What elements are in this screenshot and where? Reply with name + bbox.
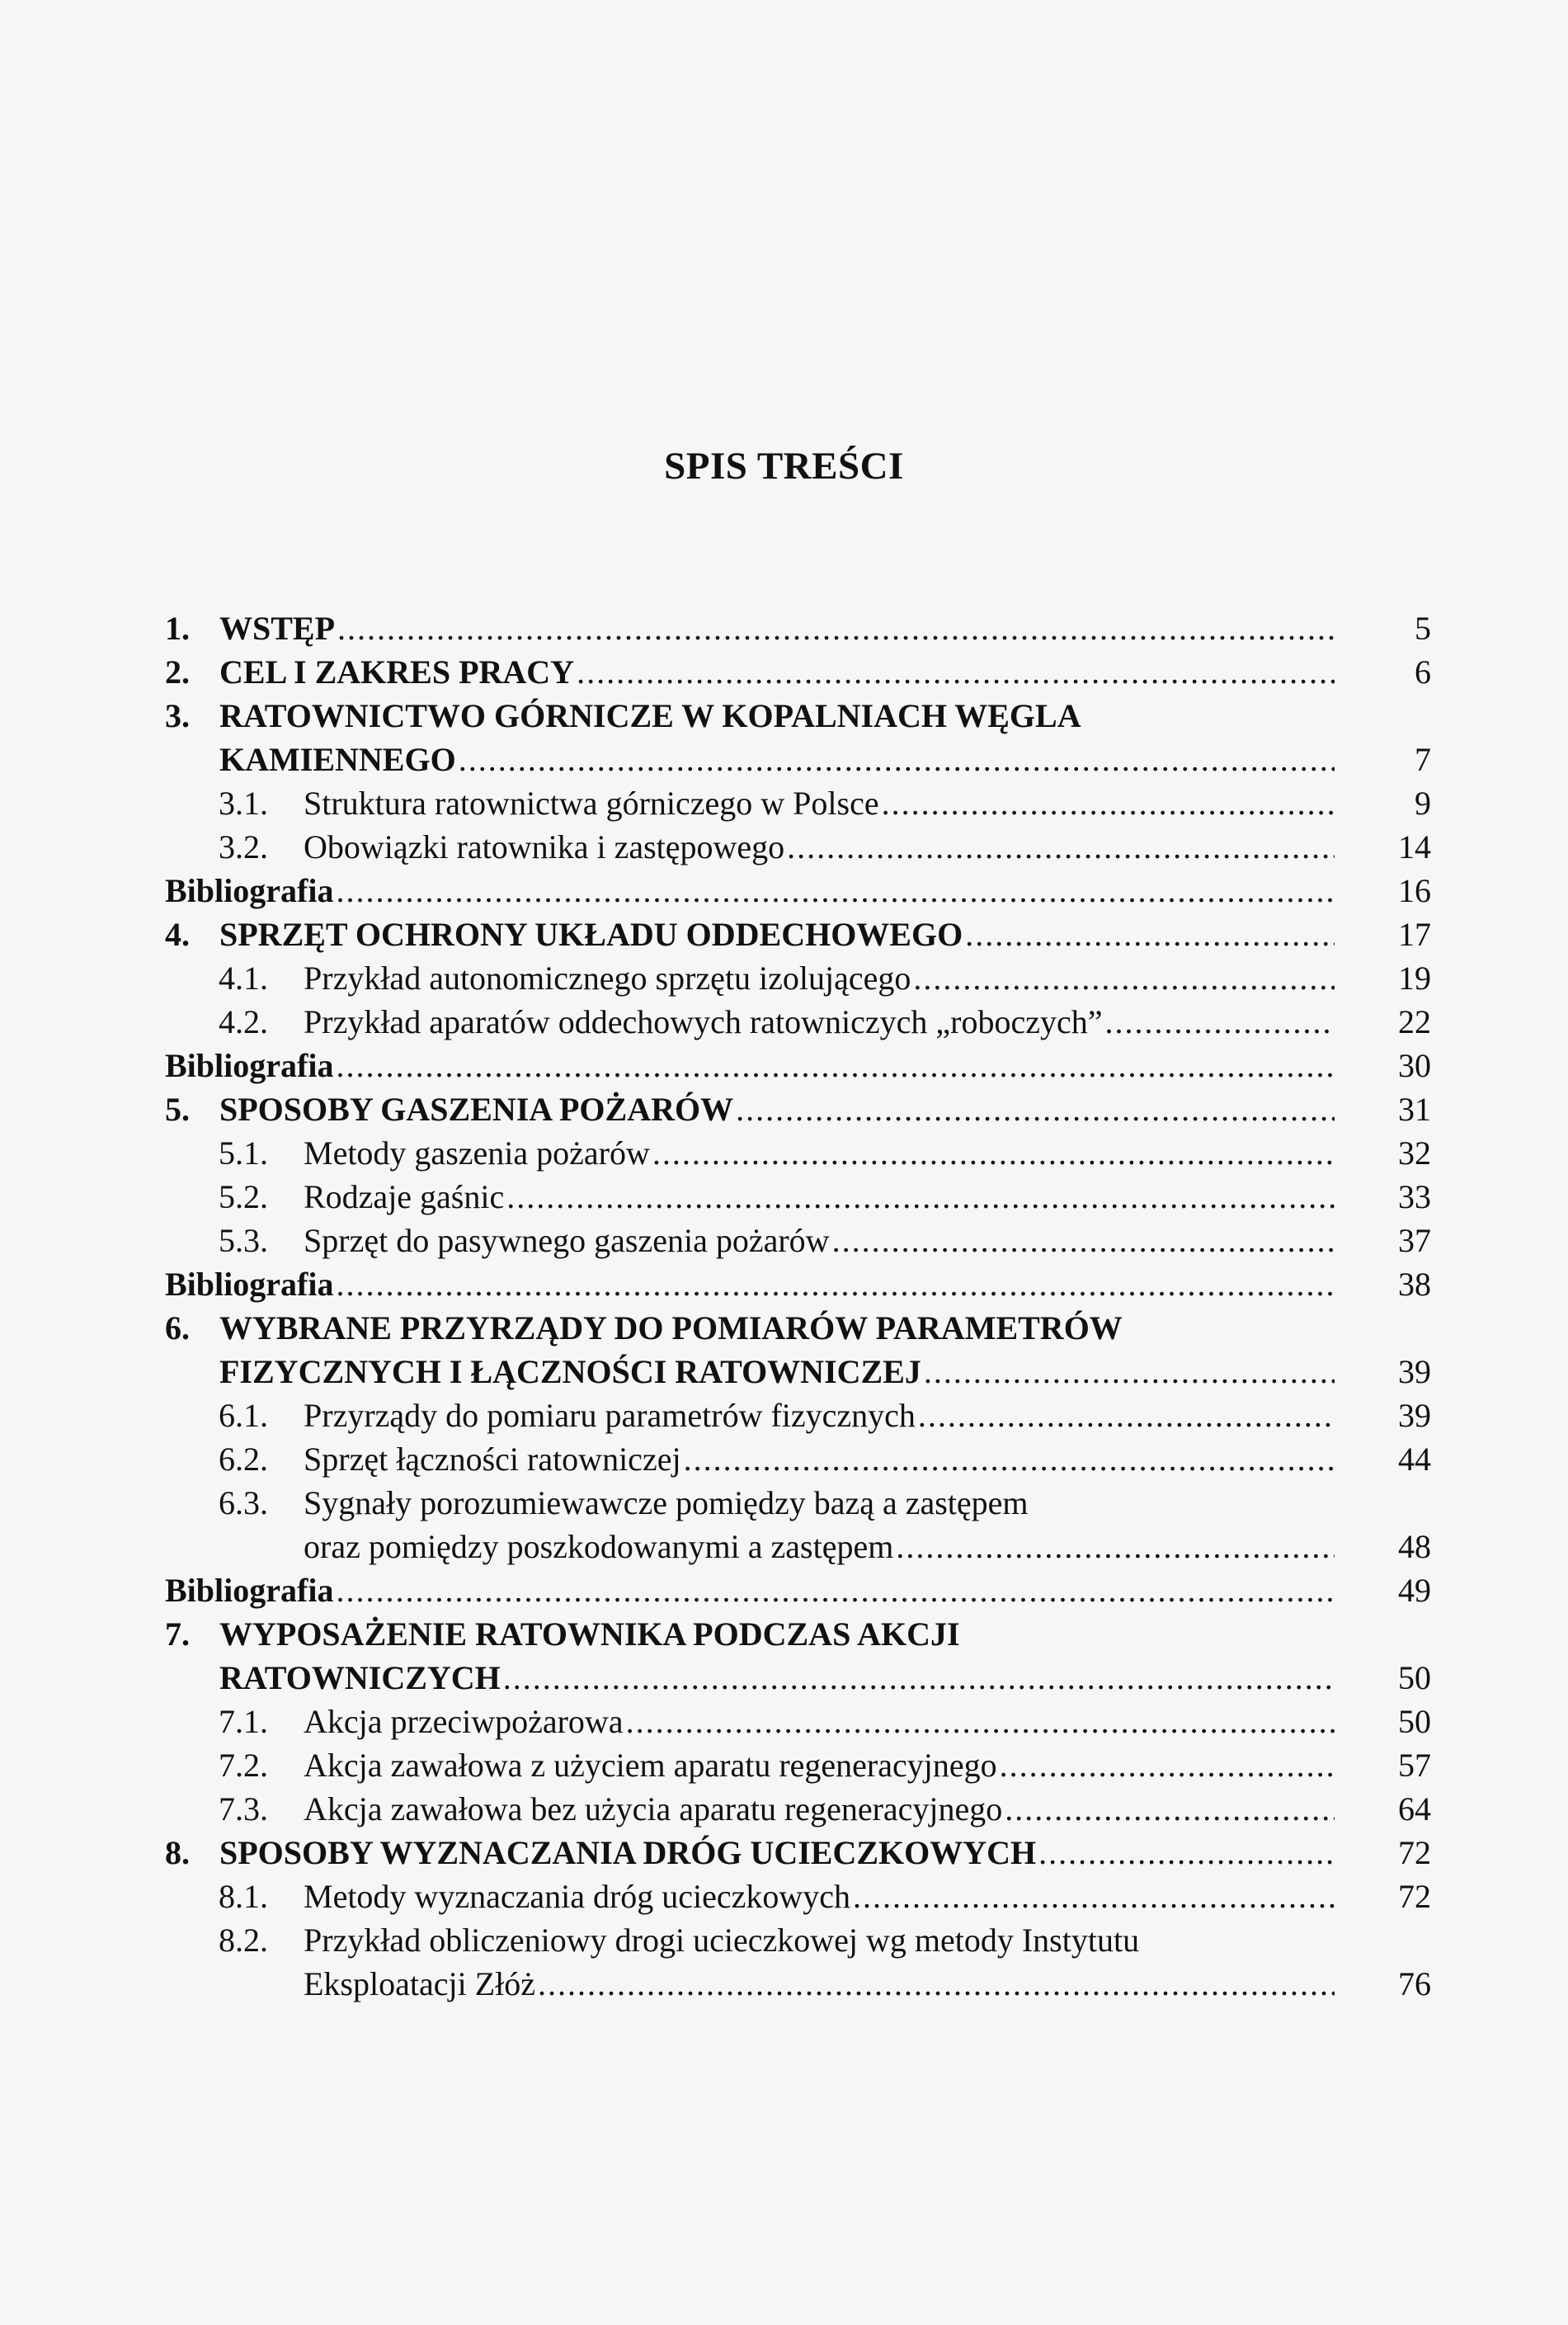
toc-entry <box>165 1131 1431 1175</box>
toc-entry-title: KAMIENNEGO <box>219 741 456 778</box>
toc-entry-title: WYBRANE PRZYRZĄDY DO POMIARÓW PARAMETRÓW <box>219 1309 1123 1346</box>
leader-dots <box>1000 1743 1335 1787</box>
toc-entry-title: Rodzaje gaśnic <box>304 1178 505 1215</box>
toc-entry-number: 3.1. <box>219 785 268 822</box>
toc-entry-title: Sprzęt do pasywnego gaszenia pożarów <box>304 1222 830 1259</box>
toc-entry <box>165 694 1431 781</box>
toc-entry-page-number: 64 <box>1398 1790 1431 1827</box>
leader-dots <box>506 1175 1335 1219</box>
leader-dots <box>913 956 1335 1000</box>
toc-entry-title: Przyrządy do pomiaru parametrów fizycznych <box>304 1397 916 1434</box>
page-title: SPIS TREŚCI <box>664 445 904 488</box>
leader-dots <box>787 825 1335 869</box>
toc-entry-page-number: 39 <box>1398 1353 1431 1390</box>
toc-entry-page-number: 5 <box>1415 610 1431 647</box>
toc-entry-number: 6.3. <box>219 1484 268 1521</box>
toc-entry <box>165 1700 1431 1743</box>
toc-entry-number: 5. <box>165 1091 190 1128</box>
toc-entry-title: Struktura ratownictwa górniczego w Polsce <box>304 785 879 822</box>
leader-dots <box>336 1262 1335 1306</box>
toc-entry-number: 8. <box>165 1834 190 1871</box>
toc-entry-number: 4. <box>165 916 190 953</box>
toc-entry-number: 6.1. <box>219 1397 268 1434</box>
toc-entry-number: 4.2. <box>219 1003 268 1040</box>
toc-entry-page-number: 44 <box>1398 1441 1431 1478</box>
toc-entry-number: 6.2. <box>219 1441 268 1478</box>
leader-dots <box>626 1700 1335 1743</box>
toc-entry-title: Przykład aparatów oddechowych ratowniczych „roboczych” <box>304 1003 1103 1040</box>
toc-entry-number: 8.2. <box>219 1922 268 1959</box>
toc-entry <box>165 1918 1431 2006</box>
toc-entry-title: oraz pomiędzy poszkodowanymi a zastępem <box>304 1528 894 1565</box>
toc-entry <box>165 1044 1431 1087</box>
toc-entry-title: Akcja przeciwpożarowa <box>304 1703 624 1740</box>
toc-entry-page-number: 39 <box>1398 1397 1431 1434</box>
toc-entry <box>165 1000 1431 1044</box>
toc-entry <box>165 869 1431 913</box>
leader-dots <box>337 606 1335 650</box>
toc-entry <box>165 1743 1431 1787</box>
leader-dots <box>336 1044 1335 1087</box>
toc-entry <box>165 1831 1431 1875</box>
toc-entry <box>165 1306 1431 1394</box>
toc-entry <box>165 1262 1431 1306</box>
leader-dots <box>918 1394 1335 1437</box>
toc-entry <box>165 1394 1431 1437</box>
toc-entry-page-number: 37 <box>1398 1222 1431 1259</box>
toc-entry-number: 2. <box>165 653 190 691</box>
toc-entry-page-number: 9 <box>1415 785 1431 822</box>
toc-entry-title: Eksploatacji Złóż <box>304 1965 536 2002</box>
toc-entry <box>165 1087 1431 1131</box>
toc-entry-number: 3. <box>165 697 190 734</box>
toc-entry <box>165 1568 1431 1612</box>
toc-entry <box>165 606 1431 650</box>
toc-entry <box>165 1481 1431 1568</box>
toc-entry <box>165 1219 1431 1262</box>
toc-entry-title: Obowiązki ratownika i zastępowego <box>304 828 785 865</box>
leader-dots <box>853 1875 1335 1918</box>
toc-entry <box>165 956 1431 1000</box>
toc-entry-page-number: 33 <box>1398 1178 1431 1215</box>
leader-dots <box>896 1525 1335 1568</box>
toc-entry-page-number: 57 <box>1398 1747 1431 1784</box>
toc-entry <box>165 650 1431 694</box>
leader-dots <box>538 1962 1335 2006</box>
toc-entry <box>165 825 1431 869</box>
toc-entry-title: Bibliografia <box>165 1572 334 1609</box>
toc-entry <box>165 781 1431 825</box>
toc-entry-page-number: 72 <box>1398 1834 1431 1871</box>
leader-dots <box>965 913 1335 956</box>
toc-entry-title: Bibliografia <box>165 1047 334 1084</box>
toc-entry-number: 7.2. <box>219 1747 268 1784</box>
leader-dots <box>1104 1000 1335 1044</box>
toc-entry-page-number: 72 <box>1398 1878 1431 1915</box>
toc-entry-page-number: 76 <box>1398 1965 1431 2002</box>
toc-entry <box>165 1787 1431 1831</box>
toc-entry-title: Przykład autonomicznego sprzętu izolującego <box>304 960 911 997</box>
toc-entry-title: Metody gaszenia pożarów <box>304 1134 650 1172</box>
toc-entry-title: WSTĘP <box>219 610 336 647</box>
toc-entry-title: Akcja zawałowa bez użycia aparatu regeneracyjnego <box>304 1790 1003 1827</box>
toc-entry-page-number: 48 <box>1398 1528 1431 1565</box>
toc-entry <box>165 1175 1431 1219</box>
toc-entry-title: Bibliografia <box>165 872 334 909</box>
toc-entry-page-number: 49 <box>1398 1572 1431 1609</box>
toc-entry-number: 3.2. <box>219 828 268 865</box>
leader-dots <box>652 1131 1335 1175</box>
leader-dots <box>577 650 1335 694</box>
toc-entry-number: 6. <box>165 1309 190 1346</box>
leader-dots <box>684 1437 1335 1481</box>
toc-entry-number: 7.1. <box>219 1703 268 1740</box>
toc-entry <box>165 1437 1431 1481</box>
toc-entry-page-number: 30 <box>1398 1047 1431 1084</box>
table-of-contents <box>165 606 1431 2006</box>
toc-entry-title: SPOSOBY GASZENIA POŻARÓW <box>219 1091 734 1128</box>
leader-dots <box>736 1087 1335 1131</box>
leader-dots <box>832 1219 1335 1262</box>
toc-entry-page-number: 31 <box>1398 1091 1431 1128</box>
leader-dots <box>1038 1831 1335 1875</box>
toc-entry <box>165 913 1431 956</box>
toc-entry-title: SPRZĘT OCHRONY UKŁADU ODDECHOWEGO <box>219 916 963 953</box>
toc-entry-title: Akcja zawałowa z użyciem aparatu regeneracyjnego <box>304 1747 997 1784</box>
toc-entry-number: 1. <box>165 610 190 647</box>
toc-entry-page-number: 38 <box>1398 1266 1431 1303</box>
toc-entry-title: RATOWNICZYCH <box>219 1659 501 1696</box>
toc-entry-title: WYPOSAŻENIE RATOWNIKA PODCZAS AKCJI <box>219 1615 960 1653</box>
toc-entry-number: 5.1. <box>219 1134 268 1172</box>
leader-dots <box>336 1568 1335 1612</box>
leader-dots <box>1005 1787 1335 1831</box>
toc-entry-page-number: 19 <box>1398 960 1431 997</box>
toc-entry-page-number: 7 <box>1415 741 1431 778</box>
toc-entry-page-number: 17 <box>1398 916 1431 953</box>
toc-entry-title: RATOWNICTWO GÓRNICZE W KOPALNIACH WĘGLA <box>219 697 1081 734</box>
leader-dots <box>924 1350 1335 1394</box>
toc-entry-title: Metody wyznaczania dróg ucieczkowych <box>304 1878 851 1915</box>
toc-entry-title: SPOSOBY WYZNACZANIA DRÓG UCIECZKOWYCH <box>219 1834 1037 1871</box>
leader-dots <box>459 738 1335 781</box>
leader-dots <box>503 1656 1335 1700</box>
toc-entry <box>165 1612 1431 1700</box>
toc-entry-number: 5.3. <box>219 1222 268 1259</box>
toc-entry-title: Sygnały porozumiewawcze pomiędzy bazą a zastępem <box>304 1484 1029 1521</box>
toc-entry-number: 4.1. <box>219 960 268 997</box>
toc-entry-title: Bibliografia <box>165 1266 334 1303</box>
toc-entry-page-number: 50 <box>1398 1659 1431 1696</box>
toc-entry-number: 7. <box>165 1615 190 1653</box>
leader-dots <box>882 781 1335 825</box>
toc-entry-number: 7.3. <box>219 1790 268 1827</box>
toc-entry-page-number: 32 <box>1398 1134 1431 1172</box>
toc-entry-page-number: 6 <box>1415 653 1431 691</box>
toc-entry-page-number: 22 <box>1398 1003 1431 1040</box>
toc-entry-title: Sprzęt łączności ratowniczej <box>304 1441 681 1478</box>
toc-entry-page-number: 50 <box>1398 1703 1431 1740</box>
toc-entry <box>165 1875 1431 1918</box>
toc-entry-page-number: 16 <box>1398 872 1431 909</box>
toc-entry-title: FIZYCZNYCH I ŁĄCZNOŚCI RATOWNICZEJ <box>219 1353 921 1390</box>
leader-dots <box>336 869 1335 913</box>
toc-entry-number: 8.1. <box>219 1878 268 1915</box>
toc-entry-number: 5.2. <box>219 1178 268 1215</box>
toc-entry-title: Przykład obliczeniowy drogi ucieczkowej wg metody Instytutu <box>304 1922 1140 1959</box>
toc-entry-title: CEL I ZAKRES PRACY <box>219 653 575 691</box>
toc-entry-page-number: 14 <box>1398 828 1431 865</box>
